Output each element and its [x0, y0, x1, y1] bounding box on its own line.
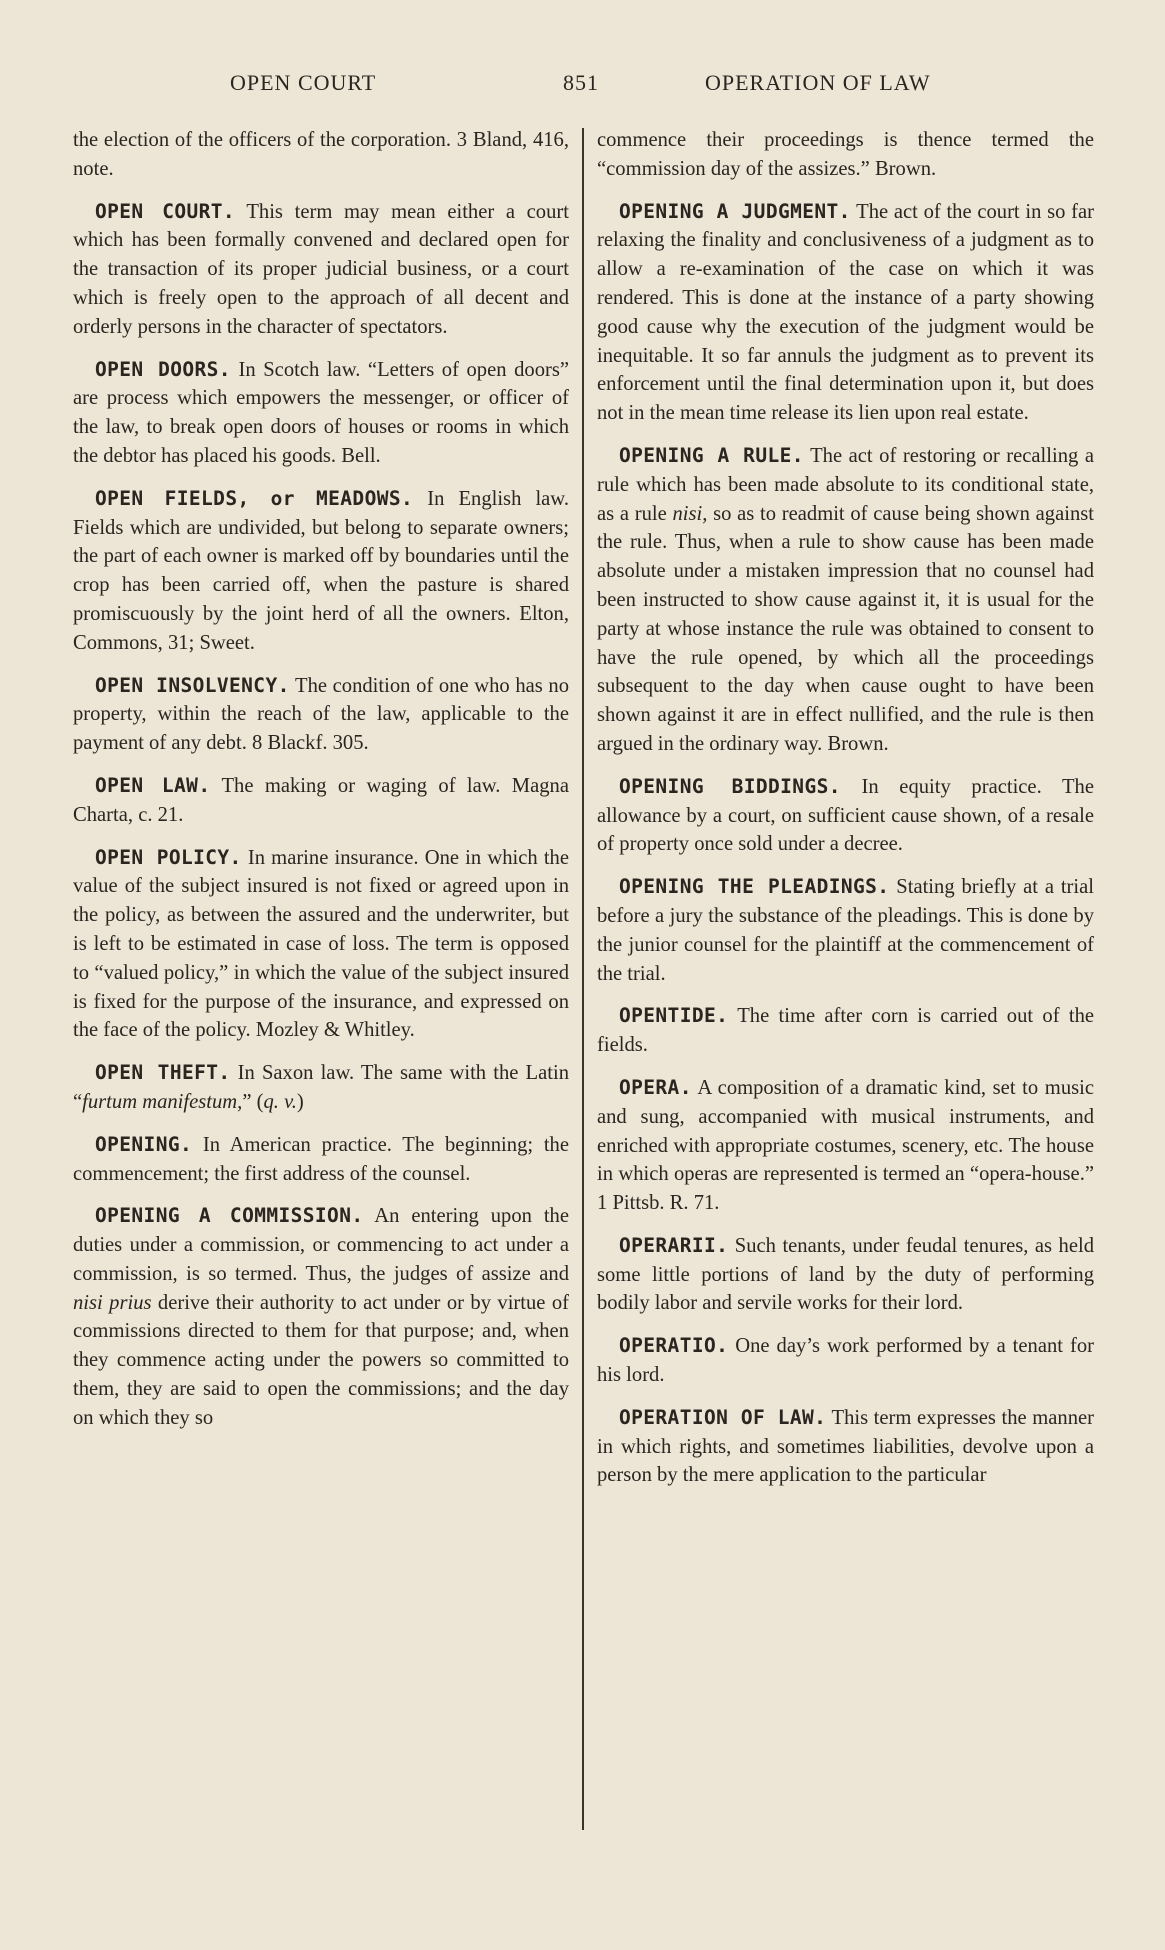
entry-text: In equity practice. The allowance by a court, on sufficient cause shown, of a resale of property once sold under a decree. — [597, 775, 1094, 856]
entry-term: OPERATION OF LAW. — [619, 1405, 827, 1429]
entry-open-theft — [73, 1059, 569, 1117]
entry-open-fields — [73, 485, 569, 658]
entry-text: The time after corn is carried out of the fields. — [597, 1005, 1095, 1057]
header-first-term: OPEN COURT — [230, 70, 377, 95]
entry-open-law — [73, 772, 569, 830]
entry-term: OPENING A COMMISSION. — [95, 1204, 364, 1228]
header-last-term: OPERATION OF LAW — [705, 70, 931, 95]
entry-text: ) — [296, 1090, 304, 1113]
entry-italic-text: furtum manifestum, — [82, 1090, 243, 1113]
entry-term: OPERA. — [619, 1075, 692, 1099]
running-header — [0, 70, 1165, 102]
entry-opening-biddings — [597, 773, 1094, 859]
entry-text: the election of the officers of the corporation. 3 Bland, 416, note. — [73, 129, 569, 180]
entry-term: OPENING A RULE. — [619, 443, 804, 467]
entry-text: derive their authority to act under or by virtue of commissions directed to them for that purpose; and, when they commence acting under the powers so committed to them, they are said to open the commissions; and the day on which they so — [73, 1291, 569, 1429]
entry-text: Stating briefly at a trial before a jury the substance of the pleadings. This is done by the junior counsel for the plaintiff at the commencement of the trial. — [597, 876, 1094, 985]
entry-open-policy — [73, 844, 569, 1046]
entry-text: This term may mean either a court which has been formally convened and declared open for the transaction of its proper judicial business, or a court which is freely open to the approach of all decent and orderly persons in the character of spectators. — [73, 200, 569, 338]
entry-opening — [73, 1131, 569, 1189]
entry-text: The condition of one who has no property, within the reach of the law, applicable to the payment of any debt. 8 Blackf. 305. — [73, 674, 569, 755]
entry-text: This term expresses the manner in which rights, and sometimes liabilities, devolve upon a person by the mere application to the particular — [597, 1406, 1094, 1487]
entry-term: OPEN COURT. — [95, 199, 236, 223]
entry-italic-text: nisi, — [672, 502, 708, 525]
entry-term: OPEN DOORS. — [95, 357, 231, 381]
entry-italic-text: q. v. — [263, 1090, 297, 1113]
entry-operatio — [597, 1332, 1094, 1390]
entry-term: OPEN FIELDS, or MEADOWS. — [95, 486, 414, 510]
entry-text: An entering upon the duties under a commission, or commencing to act under a commission, is so termed. Thus, the judges of assize and — [73, 1205, 569, 1285]
entry-italic-text: nisi prius — [73, 1291, 152, 1314]
entry-text: so as to readmit of cause being shown against the rule. Thus, when a rule to show cause has been made absolute under a mistaken impression that no counsel had been instructed to show cause against it, it is usual for the party at whose instance the rule was obtained to consent to have the rule opened, by which all the proceedings subsequent to the day when cause ought to have been shown against it are in effect nullified, and the rule is then argued in the ordinary way. Brown. — [597, 502, 1095, 755]
left-column — [73, 126, 569, 1447]
entry-open-doors — [73, 356, 569, 471]
entry-open-court — [73, 198, 569, 342]
entry-text: In marine insurance. One in which the value of the subject insured is not fixed or agreed upon in the policy, as between the assured and the underwriter, but is left to be estimated in case of loss. The term is opposed to “valued policy,” in which the value of the subject insured is fixed for the purpose of the insurance, and expressed on the face of the policy. Mozley & Whitley. — [73, 846, 569, 1042]
entry-text: ” ( — [242, 1090, 264, 1113]
entry-term: OPEN THEFT. — [95, 1061, 231, 1085]
right-column — [597, 126, 1094, 1504]
entry-text: In Scotch law. “Letters of open doors” are process which empowers the messenger, or officer of the law, to break open doors of houses or rooms in which the debtor has placed his goods. Bell. — [73, 358, 569, 467]
entry-text: The making or waging of law. Magna Charta, c. 21. — [73, 774, 569, 826]
entry-text: In English law. Fields which are undivided, but belong to separate owners; the part of each owner is marked off by boundaries until the crop has been carried off, when the pasture is shared promiscuously by the joint herd of all the owners. Elton, Commons, 31; Sweet. — [73, 487, 569, 654]
entry-term: OPEN INSOLVENCY. — [95, 673, 290, 697]
entry-text: In Saxon law. The same with the Latin “ — [73, 1062, 569, 1113]
entry-term: OPENING BIDDINGS. — [619, 774, 841, 798]
entry-term: OPEN LAW. — [95, 773, 211, 797]
entry-opera — [597, 1074, 1094, 1218]
entry-term: OPERARII. — [619, 1233, 729, 1257]
entry-opening-a-rule — [597, 442, 1094, 759]
entry-opening-a-commission — [73, 1202, 569, 1432]
entry-term: OPEN POLICY. — [95, 845, 242, 869]
entry-term: OPENTIDE. — [619, 1004, 729, 1028]
entry-opentide — [597, 1002, 1094, 1060]
entry-term: OPENING. — [95, 1132, 193, 1156]
entry-term: OPENING THE PLEADINGS. — [619, 875, 890, 899]
entry-text: In American practice. The beginning; the commencement; the first address of the counsel. — [73, 1133, 569, 1185]
entry-opening-the-pleadings — [597, 873, 1094, 988]
entry-text: A composition of a dramatic kind, set to music and sung, accompanied with musical instruments, and enriched with appropriate costumes, scenery, etc. The house in which operas are represented is termed an “opera-house.” 1 Pittsb. R. 71. — [597, 1076, 1094, 1215]
entry-continuation — [73, 126, 569, 184]
entry-text: Such tenants, under feudal tenures, as held some little portions of land by the duty of performing bodily labor and servile works for their lord. — [597, 1234, 1094, 1315]
entry-text: The act of the court in so far relaxing the finality and conclusiveness of a judgment as to allow a re-examination of the case on which it was rendered. This is done at the instance of a party showing good cause why the execution of the judgment would be inequitable. It so far annuls the judgment as to prevent its enforcement until the final determination upon it, but does not in the mean time release its lien upon real estate. — [597, 200, 1094, 425]
entry-text: The act of restoring or recalling a rule which has been made absolute to its conditional state, as a rule — [597, 444, 1094, 525]
entry-operation-of-law — [597, 1404, 1094, 1490]
entry-text: One day’s work performed by a tenant for his lord. — [597, 1335, 1094, 1387]
entry-term: OPENING A JUDGMENT. — [619, 199, 851, 223]
entry-term: OPERATIO. — [619, 1334, 729, 1358]
entry-text: commence their proceedings is thence termed the “commission day of the assizes.” Brown. — [597, 129, 1094, 180]
entry-opening-a-judgment — [597, 198, 1094, 428]
column-divider — [582, 128, 584, 1830]
entry-open-insolvency — [73, 672, 569, 758]
entry-continuation — [597, 126, 1094, 184]
entry-operarii — [597, 1232, 1094, 1318]
page-number: 851 — [563, 70, 599, 95]
